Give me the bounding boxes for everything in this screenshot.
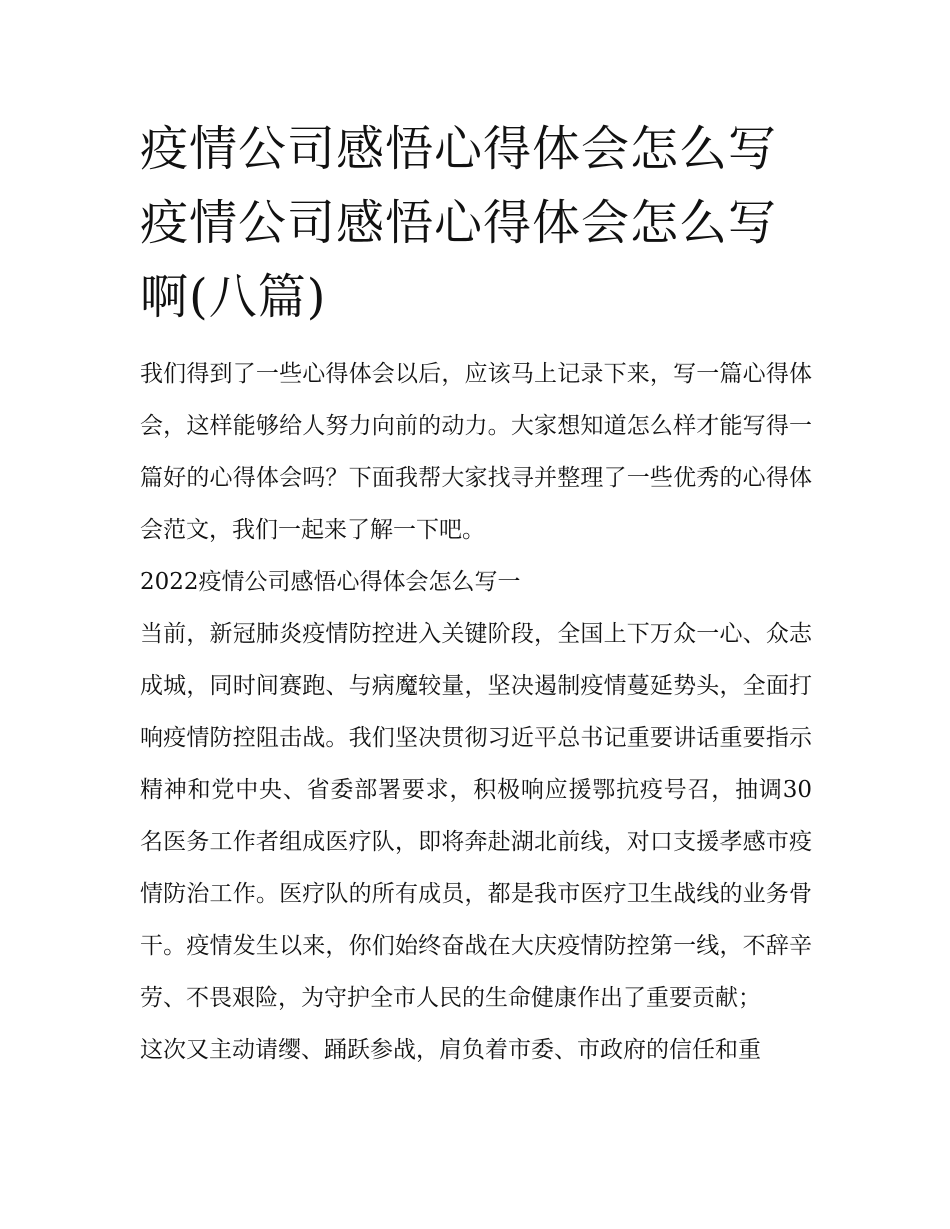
- document-title: 疫情公司感悟心得体会怎么写 疫情公司感悟心得体会怎么写啊(八篇): [140, 121, 778, 325]
- section-heading: 2022疫情公司感悟心得体会怎么写一: [140, 569, 521, 595]
- intro-paragraph: 我们得到了一些心得体会以后，应该马上记录下来，写一篇心得体会，这样能够给人努力向前的动力。大家想知道怎么样才能写得一篇好的心得体会吗？下面我帮大家找寻并整理了一些优秀的心得体会范文，我们一起来了解一下吧。: [140, 361, 812, 543]
- body-paragraph-1: 当前，新冠肺炎疫情防控进入关键阶段，全国上下万众一心、众志成城，同时间赛跑、与病魔较量，坚决遏制疫情蔓延势头，全面打响疫情防控阻击战。我们坚决贯彻习近平总书记重要讲话重要指示精神和党中央、省委部署要求，积极响应援鄂抗疫号召，抽调30名医务工作者组成医疗队，即将奔赴湖北前线，对口支援孝感市疫情防治工作。医疗队的所有成员，都是我市医疗卫生战线的业务骨干。疫情发生以来，你们始终奋战在大庆疫情防控第一线，不辞辛劳、不畏艰险，为守护全市人民的生命健康作出了重要贡献；: [140, 621, 812, 1011]
- document-content: [140, 112, 812, 1076]
- body-paragraph-2: 这次又主动请缨、踊跃参战，肩负着市委、市政府的信任和重: [140, 1037, 761, 1063]
